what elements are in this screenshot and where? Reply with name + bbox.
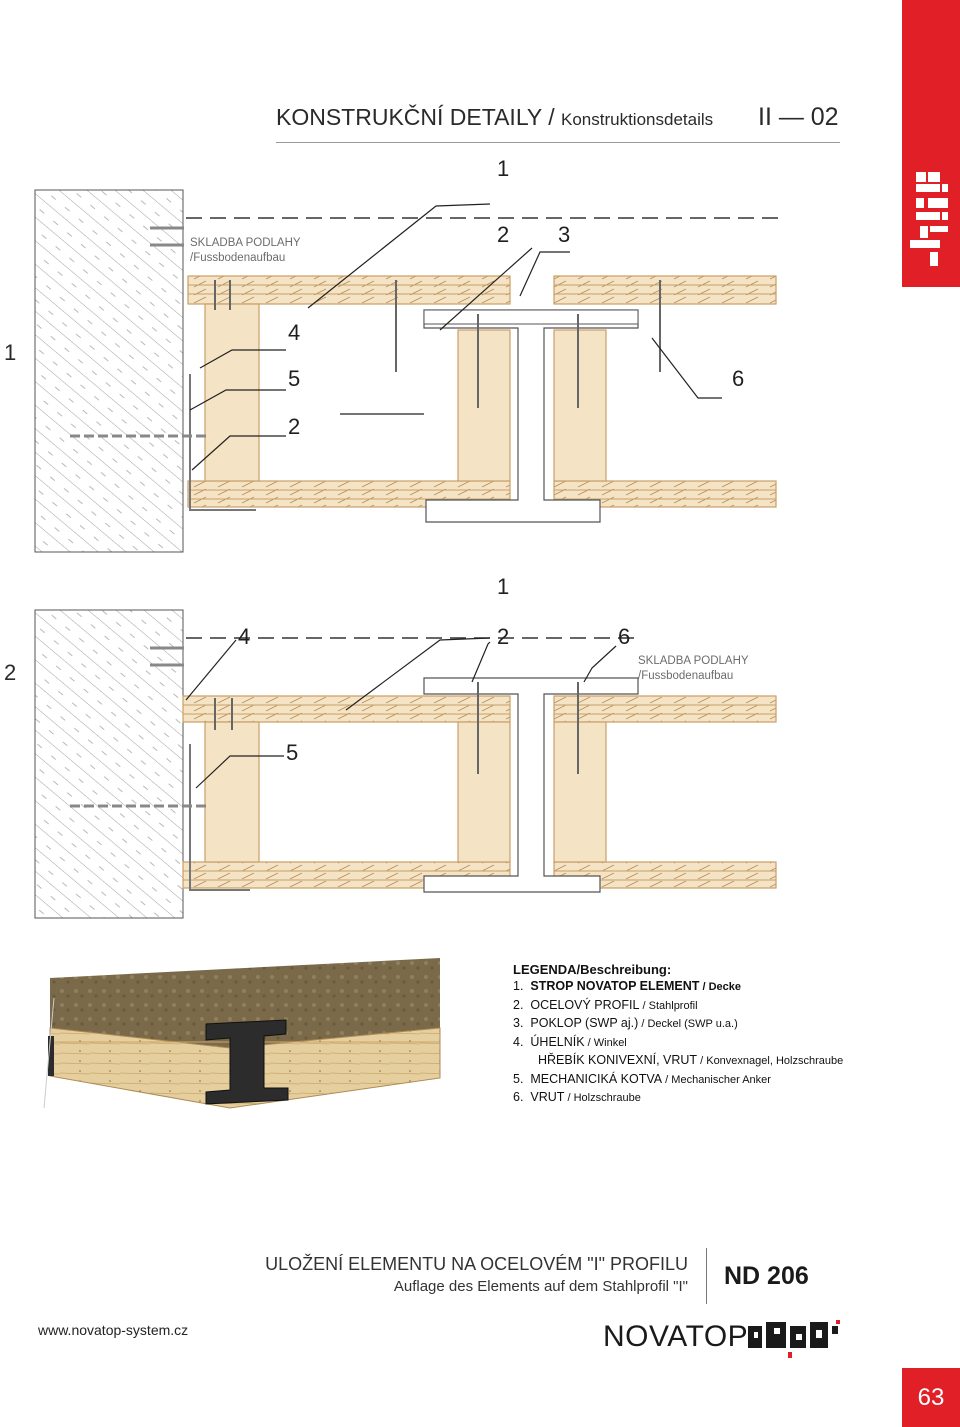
row-number-2: 2 [4,660,17,685]
legend-item-de: / Decke [699,981,741,993]
callout-6: 6 [732,366,745,391]
brand-logo: NOVATOP [603,1320,749,1353]
section-1-note-line1: SKLADBA PODLAHY [190,237,301,249]
legend-item-num: 4. [513,1034,524,1049]
section-2-note-line1: SKLADBA PODLAHY [638,655,749,667]
legend-item [513,1089,883,1108]
callout-s2-2: 2 [497,624,510,649]
legend-item-de: / Stahlprofil [639,999,698,1012]
footer-divider [706,1248,707,1304]
legend-item-num: 6. [513,1090,524,1104]
legend-item-de: / Deckel (SWP u.a.) [638,1018,738,1030]
callout-2b: 2 [288,414,301,439]
legend-item-de: / Konvexnagel, Holzschraube [697,1055,844,1067]
brand-logo-icon [748,1320,842,1360]
callout-s2-6: 6 [618,624,631,649]
legend-item [513,1015,883,1034]
legend-item-num: 2. [513,997,524,1012]
section-2-note [638,654,749,684]
legend-item-cz: STROP NOVATOP ELEMENT [530,979,700,993]
callout-2: 2 [497,222,510,247]
section-code: II — 02 [758,103,839,131]
row-number-1: 1 [4,340,17,365]
callout-s2-4: 4 [238,624,251,649]
legend-item-num: 3. [513,1016,524,1030]
legend-item-num: 1. [513,979,524,993]
section-2-note-line2: /Fussbodenaufbau [638,670,734,682]
callout-3: 3 [558,222,571,247]
legend-item-de: / Winkel [584,1036,627,1049]
legend-item-cz: VRUT [530,1090,565,1104]
footer-title-cz: ULOŽENÍ ELEMENTU NA OCELOVÉM "I" PROFILU [265,1254,688,1274]
page-number: 63 [917,1384,945,1411]
legend [513,962,883,1108]
legend-item-cz: POKLOP (SWP aj.) [530,1016,639,1030]
callout-s2-5: 5 [286,740,299,765]
legend-item-cz: HŘEBÍK KONIVEXNÍ, VRUT [538,1053,698,1067]
section-1-note [190,236,301,266]
legend-item [513,1071,883,1090]
element-3d-view [30,958,442,1118]
callout-5: 5 [288,366,301,391]
callout-4: 4 [288,320,301,345]
legend-item-cz: MECHANICIKÁ KOTVA [530,1071,663,1086]
legend-item [513,978,883,997]
callout-1: 1 [497,156,510,181]
legend-item [513,997,883,1016]
detail-code: ND 206 [724,1262,809,1290]
page-title-sub: Konstruktionsdetails [561,110,714,129]
legend-item-num: 5. [513,1071,524,1086]
website-link[interactable]: www.novatop-system.cz [38,1322,189,1338]
section-1-note-line2: /Fussbodenaufbau [190,252,286,264]
legend-item [513,1052,883,1071]
legend-item [513,1034,883,1053]
footer-title-de: Auflage des Elements auf dem Stahlprofil "I" [393,1278,688,1295]
section-2-drawing [0,560,960,930]
page-title-main: KONSTRUKČNÍ DETAILY / [276,104,561,130]
legend-item-cz: ÚHELNÍK [530,1034,585,1049]
section-1-drawing [0,0,960,560]
legend-title: LEGENDA/Beschreibung: [513,962,672,977]
legend-item-de: / Mechanischer Anker [662,1073,771,1086]
legend-item-de: / Holzschraube [564,1092,641,1104]
callout-s2-1: 1 [497,574,510,599]
legend-item-cz: OCELOVÝ PROFIL [530,997,640,1012]
